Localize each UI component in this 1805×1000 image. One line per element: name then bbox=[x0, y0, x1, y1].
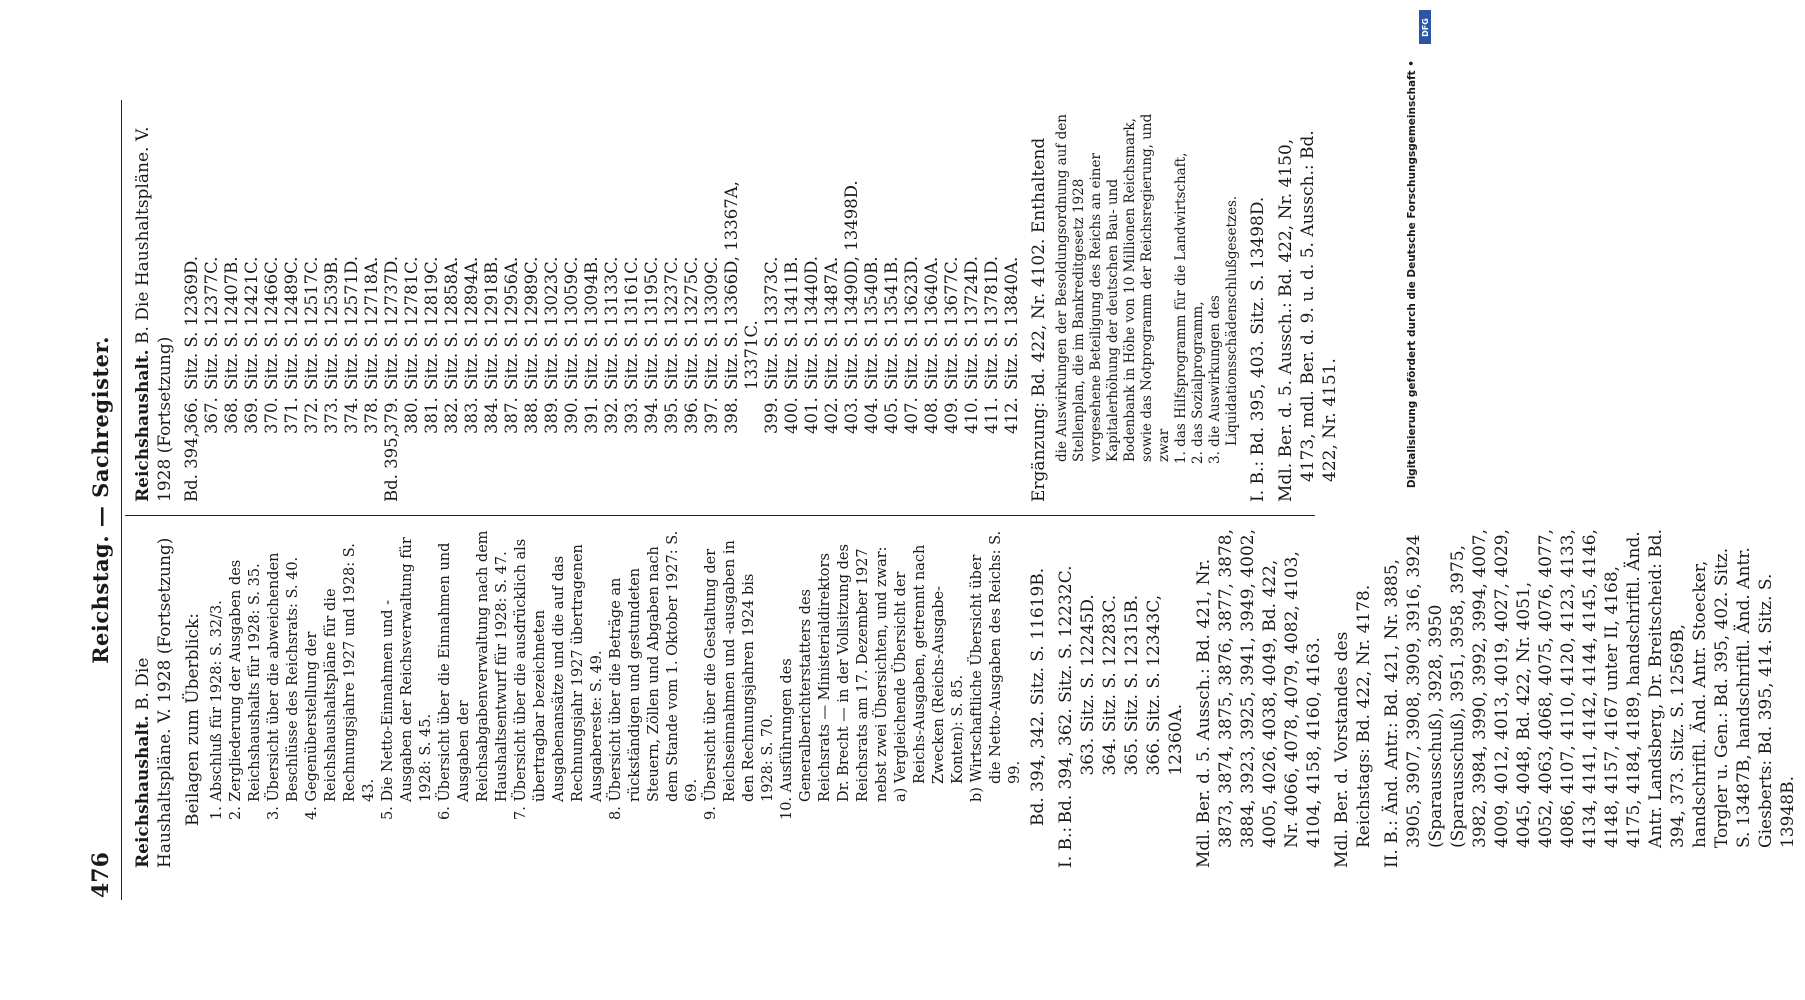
sitzung-number: 391. bbox=[582, 397, 601, 434]
sitzung-ref: Sitz. S. 12989C. bbox=[522, 256, 541, 390]
sitzung-line bbox=[662, 108, 682, 502]
sitzung-ref: Sitz. S. 12819C. bbox=[422, 256, 441, 390]
sitzung-line bbox=[722, 108, 742, 502]
sitzung-number: 390. bbox=[562, 397, 581, 434]
dfg-logo bbox=[1419, 10, 1431, 44]
beilagen-item: 8. Übersicht über die Beträge an rückständigen und gestundeten Steuern, Zöllen und Abgaben nach dem Stande vom 1. Oktober 1927: S. 69. bbox=[608, 530, 700, 820]
sitzung-line bbox=[982, 108, 1002, 502]
sitzung-number: 387. bbox=[502, 397, 521, 434]
sitzung-ref: Sitz. S. 13411B. bbox=[782, 256, 801, 390]
sitzung-ref: Sitz. S. 12517C. bbox=[302, 256, 321, 390]
sitzung-number: 409. bbox=[942, 397, 961, 434]
sitzung-number: 397. bbox=[702, 397, 721, 434]
sitzung-ref: Sitz. S. 13724D. bbox=[962, 256, 981, 390]
sitzung-line bbox=[582, 108, 602, 502]
sitzung-number: 392. bbox=[602, 397, 621, 434]
sitzung-ref: Sitz. S. 13059C. bbox=[562, 256, 581, 390]
sitzung-line bbox=[282, 108, 302, 502]
sitzung-line bbox=[622, 108, 642, 502]
sitzung-line bbox=[902, 108, 922, 502]
sitzung-line bbox=[882, 108, 902, 502]
sitzung-ref: Sitz. S. 12858A. bbox=[442, 256, 461, 390]
sitzung-line bbox=[602, 108, 622, 502]
sitzung-number: 394. bbox=[642, 397, 661, 434]
sitzung-ref: Sitz. S. 12956A. bbox=[502, 256, 521, 390]
ergaenzung-item: 3. die Auswirkungen des Liquidationsschädenschlußgesetzes. bbox=[1207, 195, 1240, 464]
sitzung-number: 389. bbox=[542, 397, 561, 434]
i-b-line: 363. Sitz. S. 12245D. bbox=[1078, 594, 1098, 776]
sitzung-ref: Sitz. S. 13094B. bbox=[582, 256, 601, 390]
sitzung-number: 374. bbox=[342, 397, 361, 434]
beilagen-subheading: Beilagen zum Überblick: bbox=[183, 613, 203, 826]
sitzung-number: 404. bbox=[862, 397, 881, 434]
right-heading bbox=[132, 108, 176, 502]
sitzung-number: 381. bbox=[422, 397, 441, 434]
sitzung-number: 408. bbox=[922, 397, 941, 434]
sitzung-number: 372. bbox=[302, 397, 321, 434]
sitzung-line bbox=[362, 108, 382, 502]
i-b-lines bbox=[1055, 528, 1187, 824]
sitzung-number: 393. bbox=[622, 397, 641, 434]
sitzung-ref: Sitz. S. 13023C. bbox=[542, 256, 561, 390]
beilagen-subitem: b) Wirtschaftliche Übersicht über die Netto-Ausgaben des Reichs: S. 99. bbox=[969, 530, 1023, 802]
sitzung-line bbox=[702, 108, 722, 502]
sitzung-line bbox=[482, 108, 502, 502]
sitzung-ref: Sitz. S. 12539B. bbox=[322, 256, 341, 390]
sitzung-number: 383. bbox=[462, 397, 481, 434]
sitzung-number: 366. bbox=[182, 397, 201, 434]
sitzung-band: Bd. 394, bbox=[182, 432, 201, 502]
sitzung-number: 410. bbox=[962, 397, 981, 434]
sitzung-number: 368. bbox=[222, 397, 241, 434]
beilagen-item: 2. Zergliederung der Ausgaben des Reichshaushalts für 1928: S. 35. bbox=[228, 559, 263, 820]
left-column bbox=[132, 528, 1805, 868]
sitzung-ref: Sitz. S. 13640A. bbox=[922, 256, 941, 390]
left-heading-bold: Reichshaushalt. bbox=[133, 715, 153, 868]
sitzung-line bbox=[822, 108, 842, 502]
mdl-ber-vorstand: Mdl. Ber. d. Vorstandes des Reichstags: Bd. 422, Nr. 4178. bbox=[1332, 584, 1374, 868]
left-heading-rest: B. Die Haushaltspläne. V. 1928 (Fortsetzung) bbox=[133, 537, 175, 868]
sitzung-line bbox=[742, 108, 762, 502]
sitzung-line bbox=[562, 108, 582, 502]
sitzung-line bbox=[922, 108, 942, 502]
sitzung-ref: Sitz. S. 13840A. bbox=[1002, 256, 1021, 390]
sitzung-ref: Sitz. S. 12781C. bbox=[402, 256, 421, 390]
beilagen-subitem: a) Vergleichende Übersicht der Reichs-Ausgaben, getrennt nach Zwecken (Reichs-Ausgabe-Konten): S. 85. bbox=[893, 544, 966, 802]
ergaenzung-heading: Ergänzung: Bd. 422, Nr. 4102. Enthaltend bbox=[1029, 137, 1049, 502]
sitzung-ref: Sitz. S. 12894A. bbox=[462, 256, 481, 390]
ergaenzung-text: die Auswirkungen der Besoldungsordnung auf den Stellenplan, die im Bankreditgesetz 1928 vorgesehene Beteiligung des Reichs an einer Kapitalerhöhung der deutschen Bau- und Bodenbank in Höhe von 10 Millionen Reichsmark, sowie das Notprogramm der Reichsregierung, und zwar bbox=[1054, 113, 1172, 462]
sitzung-line bbox=[442, 108, 462, 502]
beilagen-item: 3. Übersicht über die abweichenden Beschlüsse des Reichsrats: S. 40. bbox=[266, 552, 301, 820]
running-head: Reichstag. — Sachregister. bbox=[88, 336, 113, 664]
sitzung-ref: Sitz. S. 13677C. bbox=[942, 256, 961, 390]
mdl-ber-5-aussch: Mdl. Ber. d. 5. Aussch.: Bd. 421, Nr. 3873, 3874, 3875, 3876, 3877, 3878, 3884, 3923, 3925, 3941, 3949, 4002, 4005, 4026, 4038, 4049, Bd. 422, Nr. 4066, 4078, 4079, 4082, 4103, 4104, 4158, 4160, 4163. bbox=[1194, 528, 1324, 868]
sitzung-ref: 13371C. bbox=[742, 320, 761, 390]
sitzung-number: 370. bbox=[262, 397, 281, 434]
sitzung-ref: Sitz. S. 12369D. bbox=[182, 256, 201, 390]
sitzung-line bbox=[422, 108, 442, 502]
sitzung-ref: Sitz. S. 12718A. bbox=[362, 256, 381, 390]
sitzung-line bbox=[942, 108, 962, 502]
sitzung-ref: Sitz. S. 13275C. bbox=[682, 256, 701, 390]
beilagen-list bbox=[208, 528, 1025, 868]
sitzung-line bbox=[1002, 108, 1022, 502]
sitzung-ref: Sitz. S. 13440D. bbox=[802, 256, 821, 390]
sitzung-ref: Sitz. S. 13541B. bbox=[882, 256, 901, 390]
sitzung-line bbox=[402, 108, 422, 502]
sitzung-number: 395. bbox=[662, 397, 681, 434]
sitzung-line bbox=[182, 108, 202, 502]
sitzung-number: 371. bbox=[282, 397, 301, 434]
sitzung-ref: Sitz. S. 13133C. bbox=[602, 256, 621, 390]
ergaenzung-item: 1. das Hilfsprogramm für die Landwirtschaft, bbox=[1173, 152, 1189, 464]
digitization-note: Digitalisierung gefördert durch die Deutsche Forschungsgemeinschaft • bbox=[1406, 60, 1418, 489]
side-note bbox=[1392, 0, 1432, 1000]
right-column bbox=[132, 108, 1347, 502]
sitzung-list bbox=[182, 108, 1022, 502]
sitzung-line bbox=[522, 108, 542, 502]
page-number: 476 bbox=[88, 852, 114, 898]
beilagen-item: 5. Die Netto-Einnahmen und -Ausgaben der Reichsverwaltung für 1928: S. 45. bbox=[380, 537, 434, 820]
right-heading-bold: Reichshaushalt. bbox=[133, 349, 153, 502]
sitzung-number: 400. bbox=[782, 397, 801, 434]
sitzung-number: 373. bbox=[322, 397, 341, 434]
sitzung-line bbox=[202, 108, 222, 502]
ref-first: Bd. 394, 342. Sitz. S. 11619B. bbox=[1028, 567, 1048, 826]
sitzung-ref: Sitz. S. 12377C. bbox=[202, 256, 221, 390]
sitzung-line bbox=[842, 108, 862, 502]
sitzung-line bbox=[782, 108, 802, 502]
sitzung-band: Bd. 395, bbox=[382, 432, 401, 502]
sitzung-line bbox=[542, 108, 562, 502]
sitzung-line bbox=[762, 108, 782, 502]
dfg-logo-text: DFG bbox=[1420, 17, 1430, 37]
sitzung-line bbox=[682, 108, 702, 502]
sitzung-ref: Sitz. S. 13487A. bbox=[822, 256, 841, 390]
beilagen-item: 7. Übersicht über die ausdrücklich als übertragbar bezeichneten Ausgabenansätze und die auf das Rechnungsjahr 1927 übertragenen Ausgabereste: S. 49. bbox=[513, 538, 605, 820]
sitzung-ref: Sitz. S. 13237C. bbox=[662, 256, 681, 390]
sitzung-ref: Sitz. S. 12407B. bbox=[222, 256, 241, 390]
sitzung-ref: Sitz. S. 13373C. bbox=[762, 256, 781, 390]
sitzung-line bbox=[262, 108, 282, 502]
i-b-label: I. B.: bbox=[1056, 826, 1076, 868]
right-mdl-ber: Mdl. Ber. d. 5. Aussch.: Bd. 422, Nr. 4150, 4173, mdl. Ber. d. 9. u. d. 5. Aussch.: Bd. 422, Nr. 4151. bbox=[1276, 130, 1340, 502]
sitzung-ref: Sitz. S. 12737D. bbox=[382, 256, 401, 390]
sitzung-number: 379. bbox=[382, 397, 401, 434]
sitzung-line bbox=[862, 108, 882, 502]
sitzung-line bbox=[322, 108, 342, 502]
beilagen-item: 4. Gegenüberstellung der Reichshaushaltspläne für die Rechnungsjahre 1927 und 1928: S. 43. bbox=[304, 543, 377, 820]
i-b-block bbox=[1055, 528, 1187, 868]
sitzung-ref: Sitz. S. 13540B. bbox=[862, 256, 881, 390]
sitzung-number: 380. bbox=[402, 397, 421, 434]
header-rule bbox=[121, 100, 122, 900]
ergaenzung-item: 2. das Sozialprogramm, bbox=[1190, 301, 1206, 464]
right-heading-rest: B. Die Haushaltspläne. V. 1928 (Fortsetzung) bbox=[133, 126, 175, 502]
sitzung-number: 382. bbox=[442, 397, 461, 434]
sitzung-ref: Sitz. S. 13490D, 13498D. bbox=[842, 180, 861, 390]
ii-b-block: II. B.: Änd. Antr.: Bd. 421, Nr. 3885, 3905, 3907, 3908, 3909, 3916, 3924 (Sparausschuß), 3928, 3950 (Sparausschuß), 3951, 3958, 3975, 3982, 3984, 3990, 3992, 3994, 4007, 4009, 4012, 4013, 4019, 4027, 4029, 4045, 4048, Bd. 422, Nr. 4051, 4052, 4063, 4068, 4075, 4076, 4077, 4086, 4107, 4110, 4120, 4123, 4133, 4134, 4141, 4142, 4144, 4145, 4146, 4148, 4157, 4167 unter II, 4168, 4175, 4184, 4189, handschriftl. Änd. Antr. Landsberg, Dr. Breitscheid: Bd. 394, 373. Sitz. S. 12569B, handschriftl. Änd. Antr. Stoecker, Torgler u. Gen.: Bd. 395, 402. Sitz. S. 13487B, handschriftl. Änd. Antr. Giesberts: Bd. 395, 414. Sitz. S. 13948B. bbox=[1382, 528, 1798, 868]
sitzung-ref: Sitz. S. 13781D. bbox=[982, 256, 1001, 390]
beilagen-item: 10. Ausführungen des Generalberichterstatters des Reichsrats — Ministerialdirektors Dr. Brecht — in der Vollsitzung des Reichsrats am 17. Dezember 1927 nebst zwei Übersichten, und zwar: bbox=[779, 544, 890, 820]
beilagen-item: 9. Übersicht über die Gestaltung der Reichseinnahmen und -ausgaben in den Rechnungsjahren 1924 bis 1928: S. 70. bbox=[703, 540, 776, 820]
beilagen-item: 1. Abschluß für 1928: S. 32/3. bbox=[209, 600, 225, 820]
right-i-b: I. B.: Bd. 395, 403. Sitz. S. 13498D. bbox=[1248, 196, 1268, 502]
sitzung-line bbox=[342, 108, 362, 502]
i-b-line: 366. Sitz. S. 12343C, 12360A. bbox=[1144, 594, 1186, 776]
sitzung-number: 388. bbox=[522, 397, 541, 434]
sitzung-ref: Sitz. S. 13161C. bbox=[622, 256, 641, 390]
sitzung-number: 384. bbox=[482, 397, 501, 434]
sitzung-number: 369. bbox=[242, 397, 261, 434]
sitzung-line bbox=[502, 108, 522, 502]
sitzung-number: 399. bbox=[762, 397, 781, 434]
sitzung-line bbox=[222, 108, 242, 502]
sitzung-line bbox=[962, 108, 982, 502]
sitzung-ref: Sitz. S. 12918B. bbox=[482, 256, 501, 390]
sitzung-line bbox=[462, 108, 482, 502]
i-b-line: 365. Sitz. S. 12315B. bbox=[1122, 594, 1142, 776]
sitzung-number: 405. bbox=[882, 397, 901, 434]
sitzung-line bbox=[302, 108, 322, 502]
sitzung-ref: Sitz. S. 13309C. bbox=[702, 256, 721, 390]
sitzung-number: 402. bbox=[822, 397, 841, 434]
sitzung-number: 367. bbox=[202, 397, 221, 434]
i-b-line: Bd. 394, 362. Sitz. S. 12232C. bbox=[1056, 565, 1076, 824]
sitzung-number: 396. bbox=[682, 397, 701, 434]
sitzung-ref: Sitz. S. 12489C. bbox=[282, 256, 301, 390]
sitzung-line bbox=[642, 108, 662, 502]
sitzung-ref: Sitz. S. 12571D. bbox=[342, 256, 361, 390]
sitzung-number: 401. bbox=[802, 397, 821, 434]
column-rule bbox=[125, 515, 1315, 516]
sitzung-ref: Sitz. S. 12466C. bbox=[262, 256, 281, 390]
sitzung-number: 411. bbox=[982, 397, 1001, 434]
left-heading bbox=[132, 528, 176, 868]
i-b-line: 364. Sitz. S. 12283C. bbox=[1100, 594, 1120, 776]
sitzung-number: 407. bbox=[902, 397, 921, 434]
sitzung-ref: Sitz. S. 12421C. bbox=[242, 256, 261, 390]
sitzung-ref: Sitz. S. 13366D, 13367A, bbox=[722, 181, 741, 390]
sitzung-ref: Sitz. S. 13195C. bbox=[642, 256, 661, 390]
beilagen-item: 6. Übersicht über die Einnahmen und Ausgaben der Reichsabgabenverwaltung nach dem Haushaltsentwurf für 1928: S. 47. bbox=[437, 530, 510, 820]
sitzung-number: 403. bbox=[842, 397, 861, 434]
sitzung-line bbox=[382, 108, 402, 502]
sitzung-number: 398. bbox=[722, 397, 741, 434]
sitzung-ref: Sitz. S. 13623D. bbox=[902, 256, 921, 390]
sitzung-number: 412. bbox=[1002, 397, 1021, 434]
sitzung-number: 378. bbox=[362, 397, 381, 434]
sitzung-line bbox=[802, 108, 822, 502]
sitzung-line bbox=[242, 108, 262, 502]
